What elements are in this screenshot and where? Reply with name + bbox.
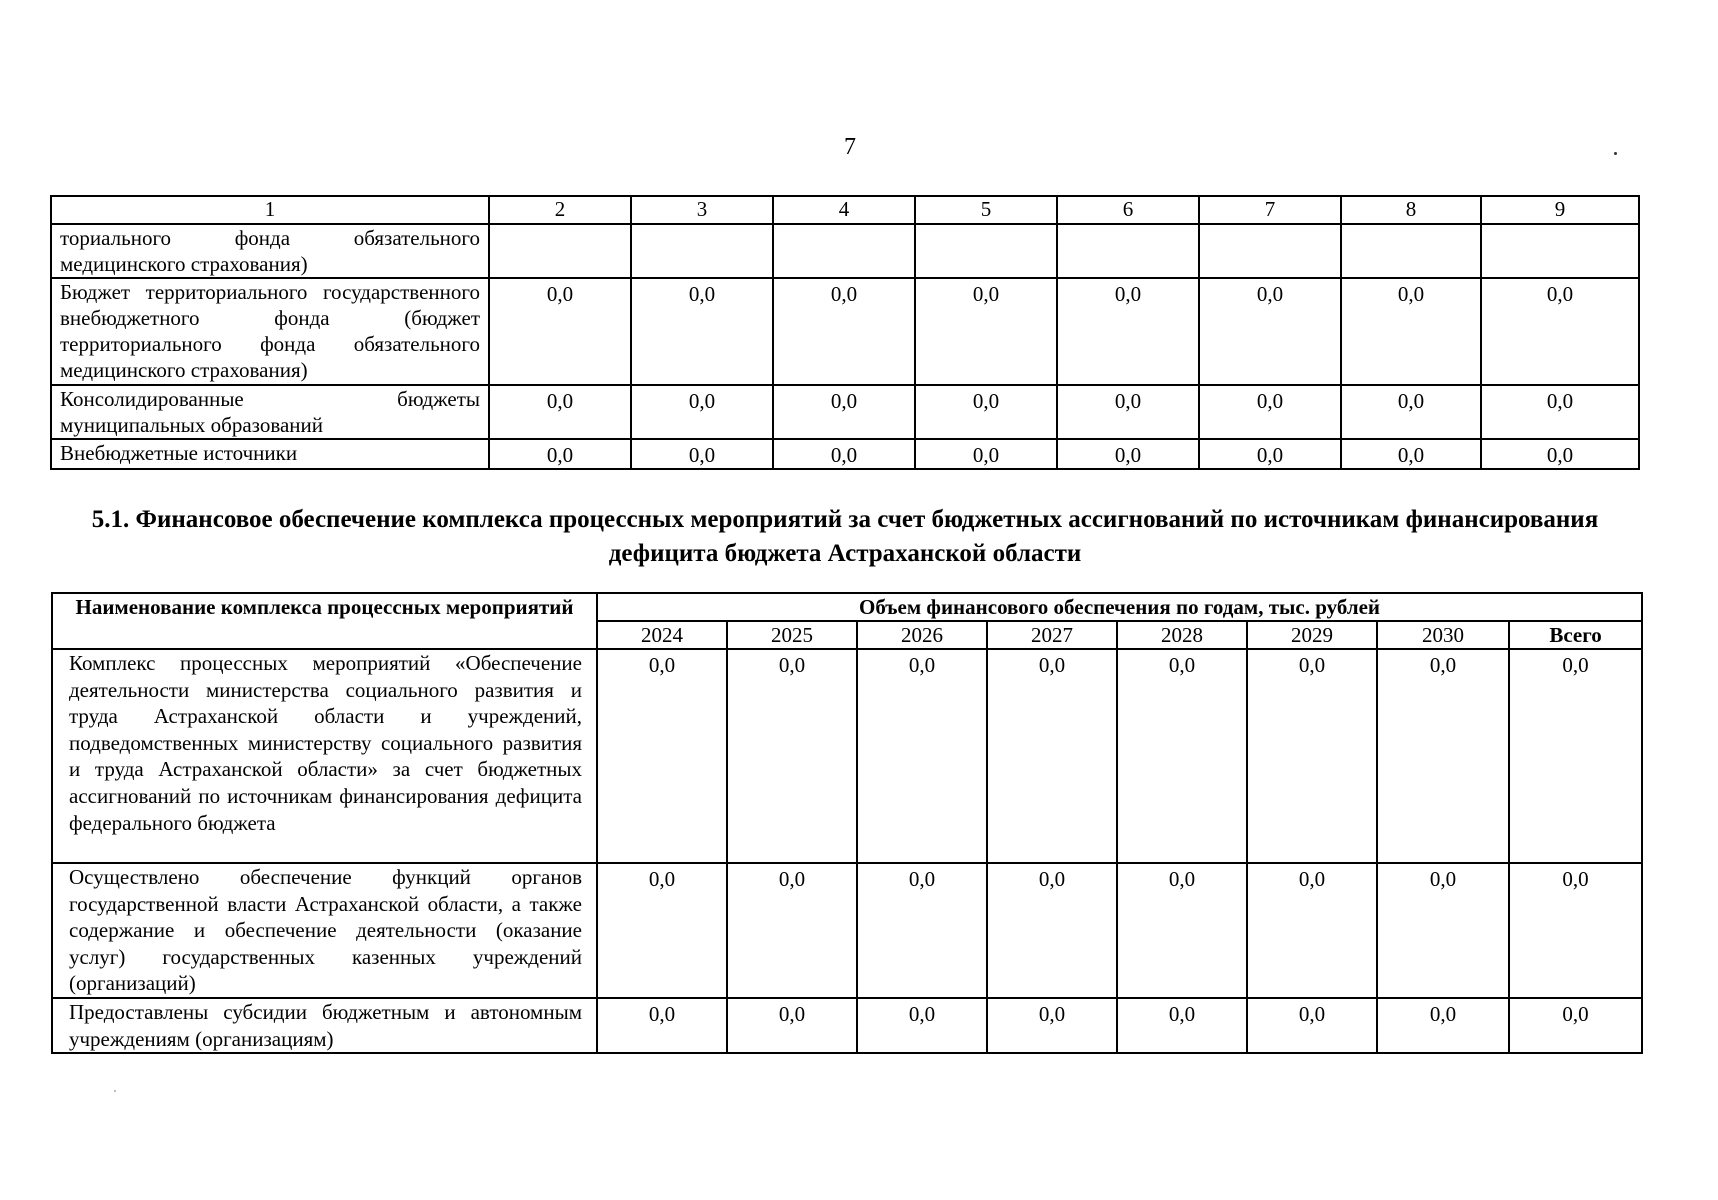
value-cell: 0,0 bbox=[631, 278, 773, 385]
value-cell: 0,0 bbox=[727, 649, 857, 863]
value-cell: 0,0 bbox=[1341, 385, 1481, 439]
year-header: 2025 bbox=[727, 621, 857, 649]
value-cell: 0,0 bbox=[915, 439, 1057, 469]
value-cell: 0,0 bbox=[489, 278, 631, 385]
table-row bbox=[51, 278, 1639, 385]
row-name: Комплекс процессных мероприятий «Обеспечение деятельности министерства социального развития и труда Астраханской области и учреждений, подведомственных министерству социального развития и труда Астраханской области» за счет бюджетных ассигнований по источникам финансирования дефицита федерального бюджета bbox=[52, 649, 597, 863]
year-header: 2030 bbox=[1377, 621, 1509, 649]
funding-group-header: Объем финансового обеспечения по годам, тыс. рублей bbox=[597, 593, 1642, 621]
column-number: 7 bbox=[1199, 196, 1341, 224]
value-cell: 0,0 bbox=[857, 649, 987, 863]
column-number: 6 bbox=[1057, 196, 1199, 224]
value-cell bbox=[1341, 224, 1481, 278]
value-cell: 0,0 bbox=[1199, 385, 1341, 439]
value-cell: 0,0 bbox=[915, 278, 1057, 385]
year-header: 2026 bbox=[857, 621, 987, 649]
value-cell: 0,0 bbox=[1481, 439, 1639, 469]
value-cell: 0,0 bbox=[915, 385, 1057, 439]
value-cell bbox=[915, 224, 1057, 278]
column-number-row bbox=[51, 196, 1639, 224]
value-cell: 0,0 bbox=[1481, 278, 1639, 385]
value-cell: 0,0 bbox=[1247, 863, 1377, 998]
value-cell: 0,0 bbox=[1117, 649, 1247, 863]
row-name: Бюджет территориального государственного внебюджетного фонда (бюджет территориального фонда обязательного медицинского страхования) bbox=[51, 278, 489, 385]
value-cell: 0,0 bbox=[773, 385, 915, 439]
value-cell: 0,0 bbox=[1341, 278, 1481, 385]
value-cell: 0,0 bbox=[1509, 998, 1642, 1053]
year-header: 2029 bbox=[1247, 621, 1377, 649]
value-cell bbox=[773, 224, 915, 278]
scan-artifact-dot bbox=[114, 1090, 116, 1092]
value-cell: 0,0 bbox=[631, 439, 773, 469]
value-cell: 0,0 bbox=[1377, 649, 1509, 863]
value-cell: 0,0 bbox=[1509, 863, 1642, 998]
scan-artifact-dot bbox=[1614, 152, 1617, 155]
value-cell bbox=[489, 224, 631, 278]
value-cell: 0,0 bbox=[1377, 863, 1509, 998]
table-row bbox=[51, 439, 1639, 469]
row-name: Предоставлены субсидии бюджетным и автономным учреждениям (организациям) bbox=[52, 998, 597, 1053]
value-cell: 0,0 bbox=[857, 863, 987, 998]
value-cell: 0,0 bbox=[597, 998, 727, 1053]
value-cell: 0,0 bbox=[1057, 439, 1199, 469]
value-cell: 0,0 bbox=[1199, 439, 1341, 469]
section-title: 5.1. Финансовое обеспечение комплекса процессных мероприятий за счет бюджетных ассигнований по источникам финансирования дефицита бюджета Астраханской области bbox=[91, 506, 1599, 567]
year-header: 2028 bbox=[1117, 621, 1247, 649]
value-cell: 0,0 bbox=[773, 278, 915, 385]
value-cell: 0,0 bbox=[1117, 863, 1247, 998]
value-cell bbox=[1057, 224, 1199, 278]
value-cell: 0,0 bbox=[857, 998, 987, 1053]
value-cell bbox=[1481, 224, 1639, 278]
column-number: 8 bbox=[1341, 196, 1481, 224]
table-row bbox=[51, 224, 1639, 278]
value-cell: 0,0 bbox=[1481, 385, 1639, 439]
value-cell: 0,0 bbox=[987, 863, 1117, 998]
value-cell: 0,0 bbox=[1341, 439, 1481, 469]
budget-sources-table bbox=[50, 195, 1640, 470]
column-number: 1 bbox=[51, 196, 489, 224]
value-cell: 0,0 bbox=[489, 439, 631, 469]
value-cell: 0,0 bbox=[597, 649, 727, 863]
column-number: 3 bbox=[631, 196, 773, 224]
total-header: Всего bbox=[1509, 621, 1642, 649]
row-name: Осуществлено обеспечение функций органов государственной власти Астраханской области, а также содержание и обеспечение деятельности (оказание услуг) государственных казенных учреждений (организаций) bbox=[52, 863, 597, 998]
year-header: 2024 bbox=[597, 621, 727, 649]
value-cell: 0,0 bbox=[1057, 278, 1199, 385]
header-row bbox=[52, 593, 1642, 621]
process-activities-funding-table bbox=[51, 592, 1643, 1054]
value-cell: 0,0 bbox=[1057, 385, 1199, 439]
column-number: 4 bbox=[773, 196, 915, 224]
value-cell: 0,0 bbox=[1247, 998, 1377, 1053]
value-cell: 0,0 bbox=[727, 863, 857, 998]
value-cell: 0,0 bbox=[727, 998, 857, 1053]
row-name: Внебюджетные источники bbox=[51, 439, 489, 469]
value-cell bbox=[631, 224, 773, 278]
table-row bbox=[52, 998, 1642, 1053]
value-cell bbox=[1199, 224, 1341, 278]
name-column-header: Наименование комплекса процессных мероприятий bbox=[52, 593, 597, 649]
column-number: 5 bbox=[915, 196, 1057, 224]
page-number: 7 bbox=[844, 134, 856, 160]
value-cell: 0,0 bbox=[1509, 649, 1642, 863]
column-number: 2 bbox=[489, 196, 631, 224]
table-row bbox=[52, 863, 1642, 998]
value-cell: 0,0 bbox=[773, 439, 915, 469]
row-name: Консолидированные бюджеты муниципальных образований bbox=[51, 385, 489, 439]
value-cell: 0,0 bbox=[1199, 278, 1341, 385]
table-row bbox=[52, 649, 1642, 863]
column-number: 9 bbox=[1481, 196, 1639, 224]
value-cell: 0,0 bbox=[987, 998, 1117, 1053]
value-cell: 0,0 bbox=[1117, 998, 1247, 1053]
row-name: ториального фонда обязательного медицинского страхования) bbox=[51, 224, 489, 278]
value-cell: 0,0 bbox=[1377, 998, 1509, 1053]
value-cell: 0,0 bbox=[631, 385, 773, 439]
year-header: 2027 bbox=[987, 621, 1117, 649]
table-row bbox=[51, 385, 1639, 439]
value-cell: 0,0 bbox=[489, 385, 631, 439]
value-cell: 0,0 bbox=[597, 863, 727, 998]
value-cell: 0,0 bbox=[1247, 649, 1377, 863]
value-cell: 0,0 bbox=[987, 649, 1117, 863]
